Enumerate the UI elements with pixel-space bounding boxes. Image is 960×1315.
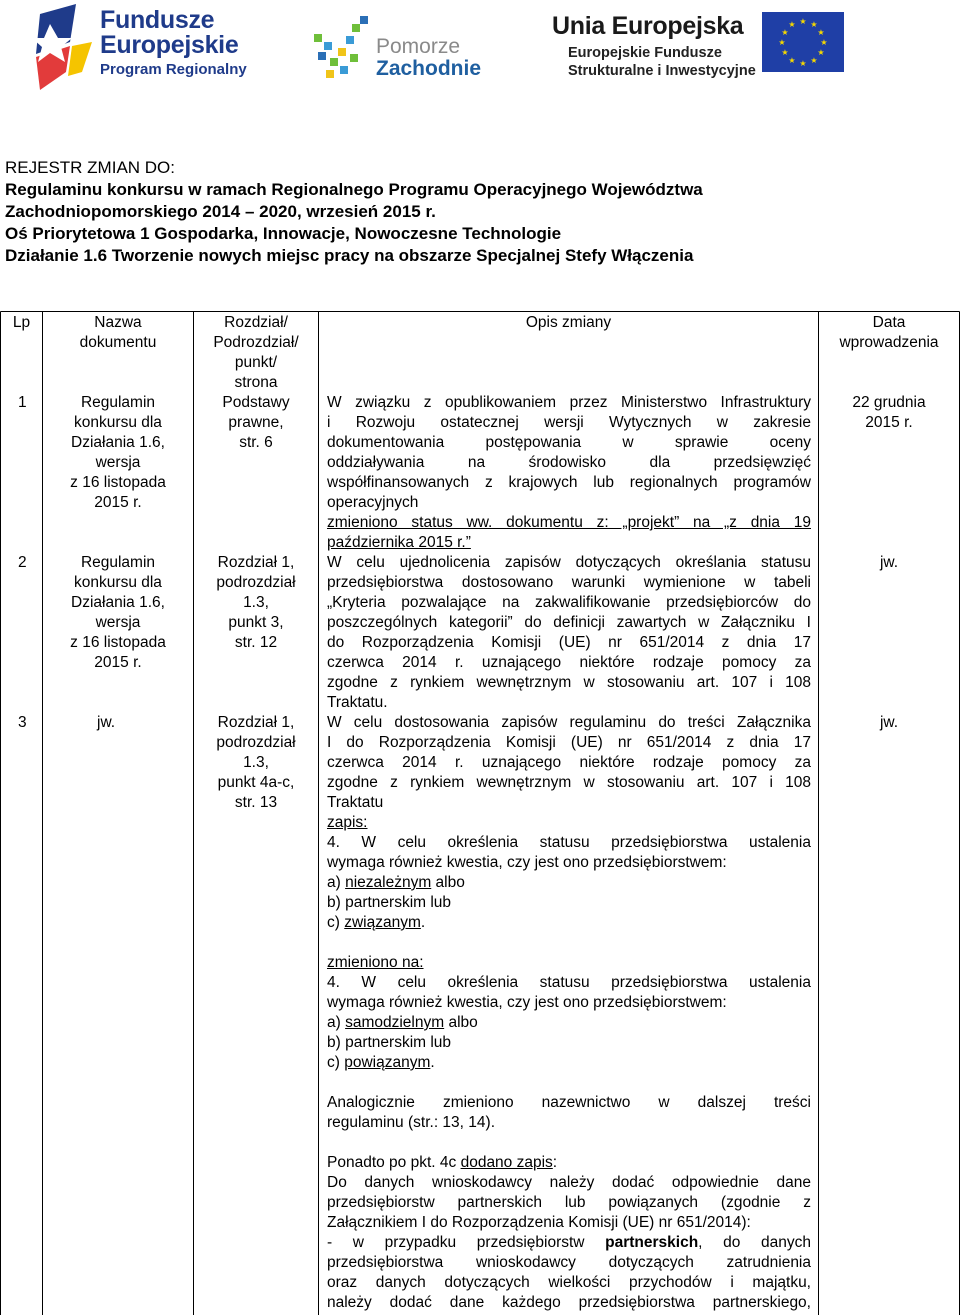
svg-text:★: ★ <box>781 28 789 37</box>
col-header-lp: Lp <box>12 314 31 331</box>
fe-logo-line1: Fundusze <box>100 6 215 34</box>
svg-text:★: ★ <box>810 20 818 29</box>
svg-text:★: ★ <box>817 48 825 57</box>
col-header-opis: Opis zmiany <box>525 314 612 331</box>
row2-rozdzial: Rozdział 1, podrozdział 1.3, punkt 3, str. 12 <box>216 554 296 651</box>
row1-rozdzial: Podstawy prawne, str. 6 <box>222 394 290 451</box>
svg-text:★: ★ <box>799 59 807 68</box>
svg-text:★: ★ <box>799 17 807 26</box>
pz-mosaic-icon <box>312 14 372 84</box>
row2-lp: 2 <box>18 554 27 571</box>
ue-logo-line3: Strukturalne i Inwestycyjne <box>568 63 756 79</box>
svg-text:★: ★ <box>788 56 796 65</box>
row1-opis: W związku z opublikowaniem przez Ministerstwo Infrastruktury i Rozwoju ostatecznej wersji Wytycznych w zakresie dokumentowania postępowania w sprawie oceny oddziaływania na środowisko dla przedsięwzięć współfinansowanych z krajowych lub regionalnych programów operacyjnych zmieniono status ww. dokumentu z: „projekt” na „z dnia 19 października 2015 r.” <box>327 394 811 551</box>
row3-nazwa: jw. <box>97 714 116 731</box>
svg-text:★: ★ <box>817 28 825 37</box>
fe-star-icon <box>36 2 98 92</box>
logo-bar <box>0 0 960 110</box>
row3-opis: W celu dostosowania zapisów regulaminu do treści Załącznika I do Rozporządzenia Komisji (UE) nr 651/2014 z dnia 17 czerwca 2014 r. uznającego niektóre rodzaje pomocy za zgodne z rynkiem wewnętrznym w stosowaniu art. 107 i 108 Traktatu zapis: 4. W celu określenia statusu przedsiębiorstwa ustalenia wymaga również kwestia, czy jest ono przedsiębiorstwem: a) niezależnym albo b) partnerskim lub c) związanym. zmieniono na: 4. W celu określenia statusu przedsiębiorstwa ustalenia wymaga również kwestia, czy jest ono przedsiębiorstwem: a) samodzielnym albo b) partnerskim lub c) powiązanym. Analogicznie zmieniono nazewnictwo w dalszej treści regulaminu (str.: 13, 14). Ponadto po pkt. 4c dodano zapis: Do danych wnioskodawcy należy dodać odpowiednie dane przedsiębiorstw partnerskich lub powiązanych (zgodnie z Załącznikiem I do Rozporządzenia Komisji (UE) nr 651/2014): - w przypadku przedsiębiorstw partnerskich, do danych przedsiębiorstwa wnioskodawcy dotyczących zatrudnienia oraz danych dotyczących wielkości przychodów i majątku, należy dodać dane każdego przedsiębiorstwa partnerskiego, <box>327 714 811 1311</box>
svg-text:★: ★ <box>820 38 828 47</box>
header-region-date: Zachodniopomorskiego 2014 – 2020, wrzesień 2015 r. <box>5 202 436 221</box>
ue-logo-line2: Europejskie Fundusze <box>568 45 722 61</box>
svg-text:★: ★ <box>781 48 789 57</box>
fe-logo-line3: Program Regionalny <box>100 61 247 78</box>
row3-rozdzial: Rozdział 1, podrozdział 1.3, punkt 4a-c, str. 13 <box>216 714 296 811</box>
row2-opis: W celu ujednolicenia zapisów dotyczących określania statusu przedsiębiorstwa dostosowano warunki wymienione w tabeli „Kryteria pozwalające na zakwalifikowanie przedsiębiorców do poszczególnych kategorii” do definicji zawartych w Załączniku I do Rozporządzenia Komisji (UE) nr 651/2014 z dnia 17 czerwca 2014 r. uznającego niektóre rodzaje pomocy za zgodne z rynkiem wewnętrznym w stosowaniu art. 107 i 108 Traktatu. <box>327 554 811 711</box>
zapis-label: zapis: <box>327 814 368 831</box>
ue-logo-line1: Unia Europejska <box>552 12 744 40</box>
col-header-rozdzial: Rozdział/ Podrozdział/ punkt/ strona <box>213 314 299 391</box>
header-priority-axis: Oś Priorytetowa 1 Gospodarka, Innowacje, Nowoczesne Technologie <box>5 224 562 243</box>
document-header <box>5 157 703 267</box>
eu-flag-icon <box>762 12 844 72</box>
col-header-data: Data wprowadzenia <box>839 314 939 351</box>
svg-text:★: ★ <box>810 56 818 65</box>
row2-data: jw. <box>879 554 899 571</box>
pz-logo-line2: Zachodnie <box>376 57 482 80</box>
header-regulation: Regulaminu konkursu w ramach Regionalnego Programu Operacyjnego Województwa <box>5 180 703 199</box>
svg-text:★: ★ <box>788 20 796 29</box>
fe-logo-line2: Europejskie <box>100 31 239 59</box>
row3-data: jw. <box>879 714 899 731</box>
header-action: Działanie 1.6 Tworzenie nowych miejsc pracy na obszarze Specjalnej Stefy Włączenia <box>5 246 694 265</box>
row3-lp: 3 <box>18 714 27 731</box>
row1-data: 22 grudnia 2015 r. <box>852 394 926 431</box>
pomorze-zachodnie-logo <box>312 14 482 84</box>
zmieniono-label: zmieniono na: <box>327 954 424 971</box>
pz-logo-line1: Pomorze <box>376 35 461 58</box>
svg-text:★: ★ <box>778 38 786 47</box>
row1-lp: 1 <box>18 394 27 411</box>
row1-nazwa: Regulamin konkursu dla Działania 1.6, wersja z 16 listopada 2015 r. <box>70 394 166 511</box>
header-title: REJESTR ZMIAN DO: <box>5 158 176 177</box>
fundusze-europejskie-logo <box>36 2 266 92</box>
col-header-nazwa: Nazwa dokumentu <box>79 314 157 351</box>
row2-nazwa: Regulamin konkursu dla Działania 1.6, wersja z 16 listopada 2015 r. <box>70 554 166 671</box>
